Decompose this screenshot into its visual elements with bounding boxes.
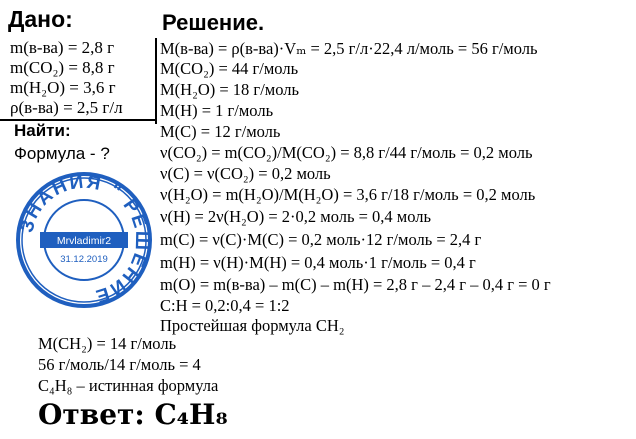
given-divider-vertical [155,38,157,124]
solution-line: ν(H) = 2ν(H₂O) = 2·0,2 моль = 0,4 моль [160,207,432,226]
solution-line: M(в-ва) = ρ(в-ва)·Vₘ = 2,5 г/л·22,4 л/моль = 56 г/моль [160,39,538,58]
solution-line: m(H) = ν(H)·M(H) = 0,4 моль·1 г/моль = 0,4 г [160,253,476,272]
solution-line: M(C) = 12 г/моль [160,122,281,141]
solution-line: m(C) = ν(C)·M(C) = 0,2 моль·12 г/моль = 2,4 г [160,230,482,249]
stamp-seal [14,170,154,310]
given-mass-h2o: m(H₂O) = 3,6 г [10,78,116,97]
stamp-ring-text: ЗНАНИЯ " РЕШЕНИЕ [16,171,153,307]
bottom-line: C₄H₈ – истинная формула [38,376,219,395]
bottom-line: M(CH₂) = 14 г/моль [38,334,177,353]
solution-line: ν(H₂O) = m(H₂O)/M(H₂O) = 3,6 г/18 г/моль = 0,2 моль [160,185,536,204]
solution-title: Решение. [162,10,265,35]
stamp-date: 31.12.2019 [60,254,108,265]
stamp-user: Mrvladimir2 [56,235,112,247]
find-title: Найти: [14,121,71,140]
given-title: Дано: [8,6,73,32]
solution-line: ν(CO₂) = m(CO₂)/M(CO₂) = 8,8 г/44 г/моль = 0,2 моль [160,143,533,162]
solution-line: ν(C) = ν(CO₂) = 0,2 моль [160,164,331,183]
solution-line: Простейшая формула CH₂ [160,316,345,335]
bottom-line: 56 г/моль/14 г/моль = 4 [38,355,201,374]
solution-line: M(H) = 1 г/моль [160,101,274,120]
solution-line: m(O) = m(в-ва) – m(C) – m(H) = 2,8 г – 2,4 г – 0,4 г = 0 г [160,275,551,294]
solution-line: M(CO₂) = 44 г/моль [160,59,299,78]
find-formula: Формула - ? [14,144,110,163]
solution-line: C:H = 0,2:0,4 = 1:2 [160,296,290,315]
solution-line: M(H₂O) = 18 г/моль [160,80,300,99]
given-mass-substance: m(в-ва) = 2,8 г [10,38,115,57]
answer: Ответ: C₄H₈ [38,398,228,431]
given-mass-co2: m(CO₂) = 8,8 г [10,58,115,77]
given-density: ρ(в-ва) = 2,5 г/л [10,98,123,117]
